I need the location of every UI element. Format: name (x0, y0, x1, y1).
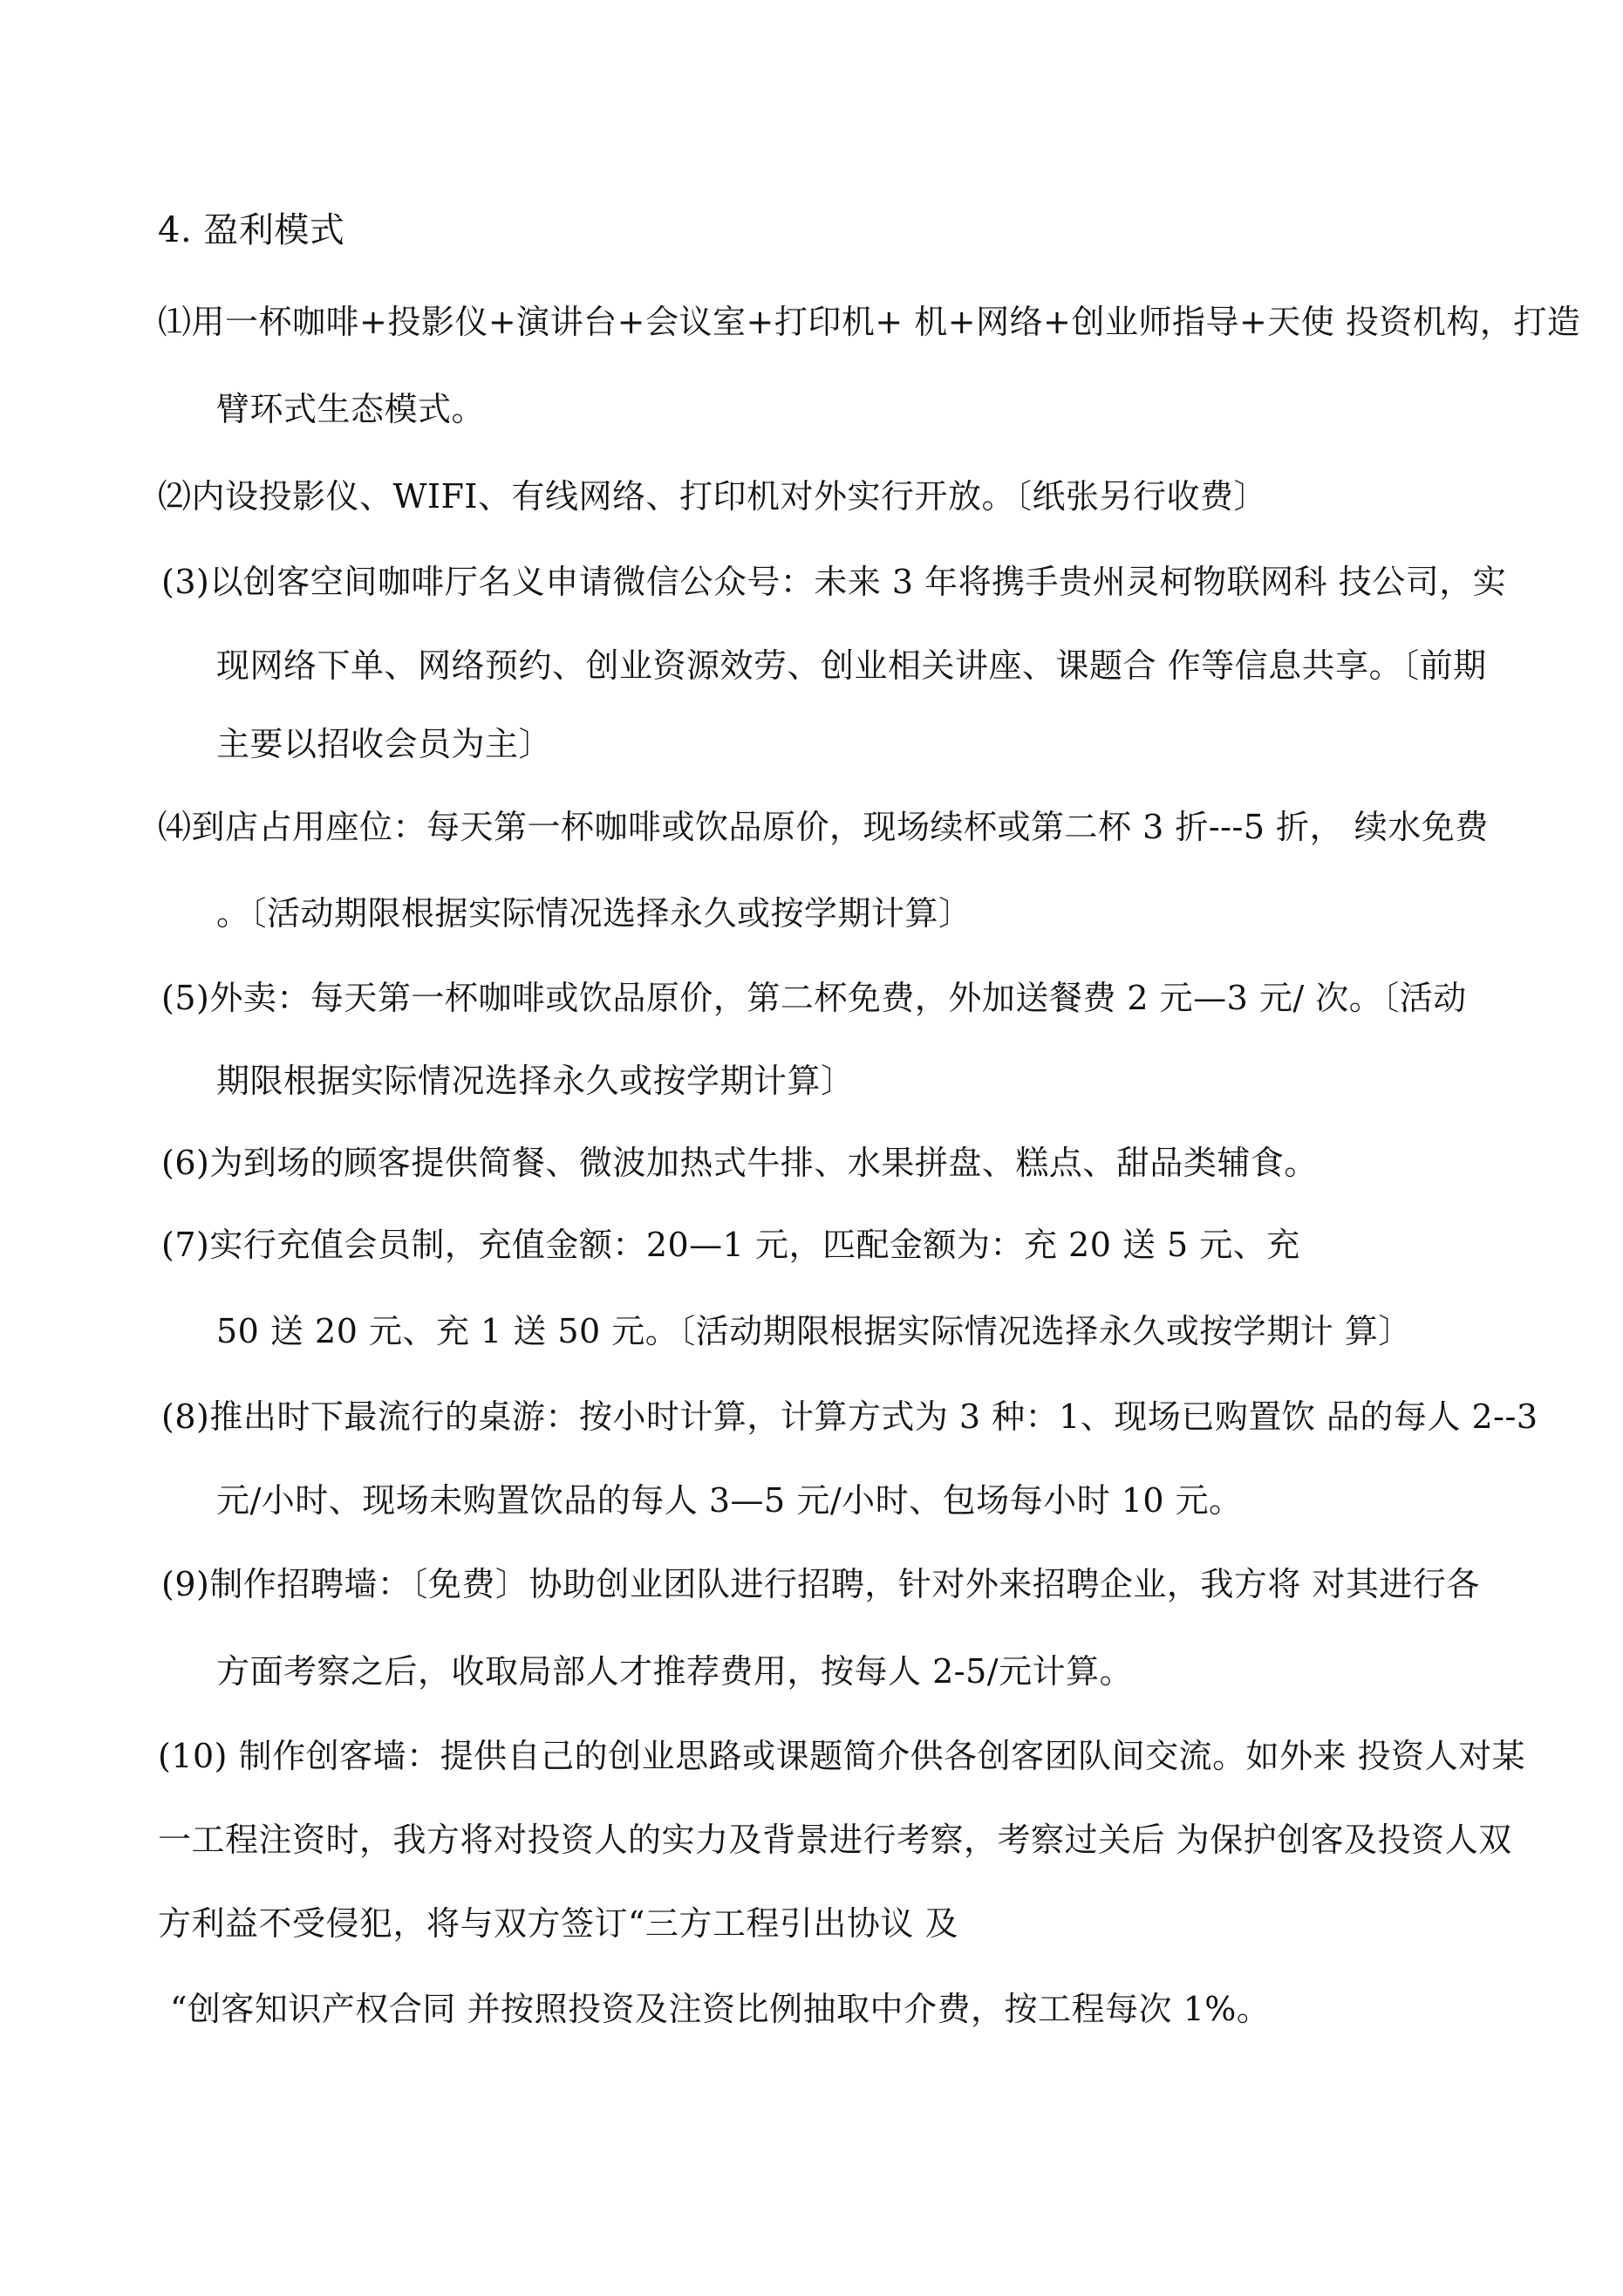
item-1-line-2: 臂环式生态模式。 (216, 390, 486, 428)
item-5-line-2: 期限根据实际情况选择永久或按学期计算〕 (216, 1062, 855, 1100)
item-7-line-2: 50 送 20 元、充 1 送 50 元。〔活动期限根据实际情况选择永久或按学期计 算〕 (216, 1312, 1412, 1350)
section-heading: 4. 盈利模式 (158, 210, 345, 250)
item-7-line-1: (7)实行充值会员制，充值金额：20—1 元，匹配金额为：充 20 送 5 元、充 (161, 1226, 1300, 1264)
item-6-line-1: (6)为到场的顾客提供简餐、微波加热式牛排、水果拼盘、糕点、甜品类辅食。 (161, 1144, 1318, 1182)
item-4-line-2: 。〔活动期限根据实际情况选择永久或按学期计算〕 (216, 894, 972, 933)
item-10-line-2: 一工程注资时，我方将对投资人的实力及背景进行考察，考察过关后 为保护创客及投资人双 (158, 1821, 1512, 1859)
item-9-line-2: 方面考察之后，收取局部人才推荐费用，按每人 2-5/元计算。 (216, 1652, 1134, 1691)
item-3-line-3: 主要以招收会员为主〕 (216, 725, 553, 763)
item-10-line-1: (10) 制作创客墙：提供自己的创业思路或课题简介供各创客团队间交流。如外来 投资人对某 (158, 1737, 1526, 1775)
item-5-line-1: (5)外卖：每天第一杯咖啡或饮品原价，第二杯免费，外加送餐费 2 元—3 元/ 次。〔活动 (161, 979, 1467, 1017)
item-8-line-2: 元/小时、现场未购置饮品的每人 3—5 元/小时、包场每小时 10 元。 (216, 1481, 1243, 1520)
item-9-line-1: (9)制作招聘墙：〔免费〕协助创业团队进行招聘，针对外来招聘企业，我方将 对其进行各 (161, 1565, 1480, 1603)
item-4-line-1: ⑷到店占用座位：每天第一杯咖啡或饮品原价，现场续杯或第二杯 3 折---5 折， 续水免费 (158, 808, 1489, 846)
item-3-line-2: 现网络下单、网络预约、创业资源效劳、创业相关讲座、课题合 作等信息共享。〔前期 (216, 646, 1487, 685)
item-3-line-1: (3)以创客空间咖啡厅名义申请微信公众号：未来 3 年将携手贵州灵柯物联网科 技公司，实 (161, 563, 1507, 601)
item-1-line-1: ⑴用一杯咖啡+投影仪+演讲台+会议室+打印机+ 机+网络+创业师指导+天使 投资机构，打造 (158, 303, 1581, 341)
item-10-line-4: “创客知识产权合同 并按照投资及注资比例抽取中介费，按工程每次 1%。 (170, 1990, 1271, 2028)
item-2-line-1: ⑵内设投影仪、WIFI、有线网络、打印机对外实行开放。〔纸张另行收费〕 (158, 477, 1267, 516)
item-10-line-3: 方利益不受侵犯，将与双方签订“三方工程引出协议 及 (158, 1904, 959, 1943)
item-8-line-1: (8)推出时下最流行的桌游：按小时计算，计算方式为 3 种：1、现场已购置饮 品的每人 2--3 (161, 1397, 1538, 1436)
